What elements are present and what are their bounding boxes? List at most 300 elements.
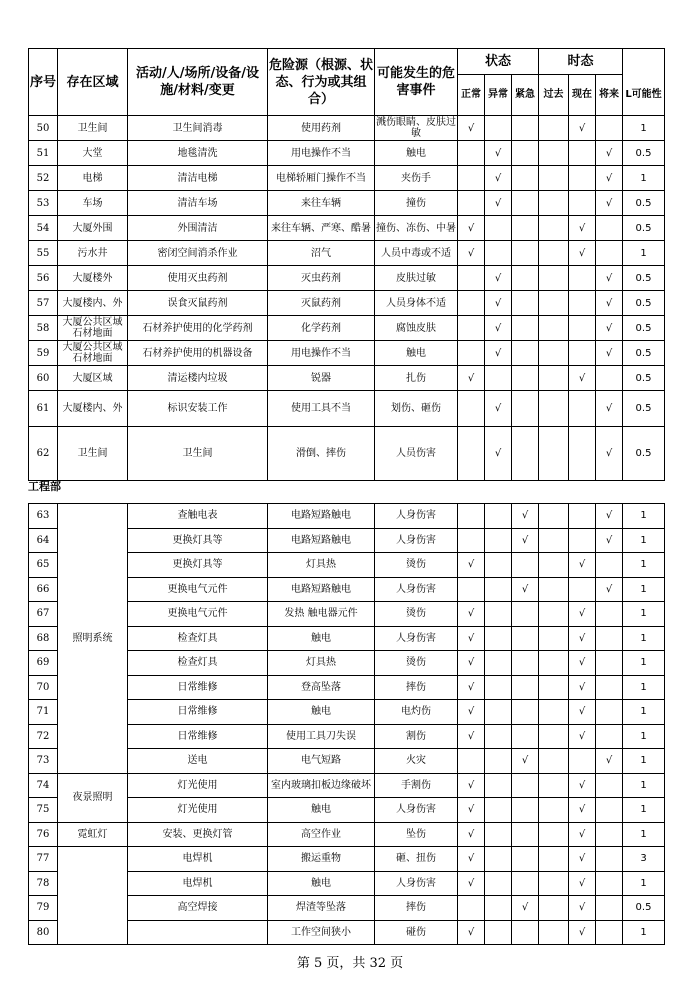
section-title-engineering: 工程部 — [28, 480, 61, 493]
row-activity: 灯光使用 — [128, 773, 268, 798]
state-mark-cell — [485, 847, 512, 872]
tense-mark-cell — [539, 316, 569, 341]
row-event: 人身伤害 — [375, 504, 458, 529]
row-hazard: 滑倒、摔伤 — [268, 427, 375, 481]
state-mark-cell: √ — [485, 291, 512, 316]
state-mark-cell — [485, 504, 512, 529]
likelihood-cell: 1 — [623, 626, 665, 651]
state-mark-cell — [458, 316, 485, 341]
row-no: 75 — [29, 798, 58, 823]
row-hazard: 灯具热 — [268, 553, 375, 578]
row-activity: 清运楼内垃圾 — [128, 366, 268, 391]
row-activity: 安装、更换灯管 — [128, 822, 268, 847]
row-event: 碰伤 — [375, 920, 458, 945]
state-mark-cell: √ — [458, 553, 485, 578]
row-event: 溅伤眼睛、皮肤过敏 — [376, 117, 456, 139]
tense-mark-cell — [539, 341, 569, 366]
state-mark-cell — [485, 626, 512, 651]
state-mark-cell: √ — [458, 602, 485, 627]
row-event: 手割伤 — [375, 773, 458, 798]
row-no: 54 — [29, 216, 58, 241]
state-mark-cell — [485, 700, 512, 725]
tense-mark-cell: √ — [596, 141, 623, 166]
likelihood-cell: 1 — [623, 871, 665, 896]
table-row — [29, 316, 665, 341]
state-mark-cell — [458, 896, 485, 921]
state-mark-cell — [485, 528, 512, 553]
likelihood-cell: 1 — [623, 675, 665, 700]
row-hazard: 用电操作不当 — [268, 141, 375, 166]
state-mark-cell — [512, 626, 539, 651]
row-area: 车场 — [58, 191, 128, 216]
tense-mark-cell: √ — [569, 724, 596, 749]
row-hazard: 用电操作不当 — [268, 341, 375, 366]
row-no: 51 — [29, 141, 58, 166]
state-mark-cell — [512, 291, 539, 316]
tense-mark-cell — [539, 626, 569, 651]
state-mark-cell: √ — [485, 141, 512, 166]
row-event: 人身伤害 — [375, 798, 458, 823]
table-row — [29, 116, 665, 141]
header-past: 过去 — [539, 75, 569, 116]
tense-mark-cell — [539, 675, 569, 700]
state-mark-cell — [485, 798, 512, 823]
state-mark-cell — [512, 871, 539, 896]
tense-mark-cell — [569, 427, 596, 481]
tense-mark-cell: √ — [569, 651, 596, 676]
row-hazard: 工作空间狭小 — [268, 920, 375, 945]
row-activity: 检查灯具 — [128, 651, 268, 676]
tense-mark-cell — [539, 577, 569, 602]
likelihood-cell: 0.5 — [623, 366, 665, 391]
tense-mark-cell: √ — [596, 291, 623, 316]
likelihood-cell: 0.5 — [623, 141, 665, 166]
tense-mark-cell: √ — [596, 391, 623, 427]
row-activity: 送电 — [128, 749, 268, 774]
row-no: 62 — [29, 427, 58, 481]
row-event: 扎伤 — [375, 366, 458, 391]
likelihood-cell: 0.5 — [623, 341, 665, 366]
tense-mark-cell — [596, 822, 623, 847]
state-mark-cell: √ — [512, 749, 539, 774]
tense-mark-cell — [596, 724, 623, 749]
row-activity: 日常维修 — [128, 724, 268, 749]
row-no: 74 — [29, 773, 58, 798]
state-mark-cell — [458, 427, 485, 481]
page-footer: 第 5 页，共 32 页 — [296, 956, 404, 971]
table-row — [29, 241, 665, 266]
tense-mark-cell: √ — [596, 191, 623, 216]
tense-mark-cell — [539, 553, 569, 578]
state-mark-cell — [512, 341, 539, 366]
row-activity: 地毯清洗 — [128, 141, 268, 166]
row-hazard: 来往车辆、严寒、酷暑 — [268, 216, 375, 241]
tense-mark-cell — [596, 896, 623, 921]
row-activity: 石材养护使用的化学药剂 — [128, 316, 268, 341]
header-abnormal: 异常 — [485, 75, 512, 116]
row-no: 52 — [29, 166, 58, 191]
row-area: 大厦公共区域石材地面 — [58, 341, 128, 366]
state-mark-cell: √ — [458, 116, 485, 141]
tense-mark-cell — [596, 798, 623, 823]
row-hazard: 使用工具不当 — [268, 391, 375, 427]
row-activity: 更换灯具等 — [128, 553, 268, 578]
state-mark-cell — [485, 553, 512, 578]
tense-mark-cell: √ — [569, 773, 596, 798]
tense-mark-cell — [539, 798, 569, 823]
tense-mark-cell: √ — [569, 241, 596, 266]
header-state: 状态 — [458, 49, 539, 75]
row-no: 69 — [29, 651, 58, 676]
state-mark-cell — [512, 116, 539, 141]
state-mark-cell — [458, 749, 485, 774]
row-event: 砸、扭伤 — [375, 847, 458, 872]
tense-mark-cell: √ — [569, 847, 596, 872]
tense-mark-cell: √ — [569, 602, 596, 627]
table-row — [29, 216, 665, 241]
tense-mark-cell — [539, 700, 569, 725]
tense-mark-cell — [596, 602, 623, 627]
likelihood-cell: 1 — [623, 920, 665, 945]
likelihood-cell: 0.5 — [623, 291, 665, 316]
row-event: 撞伤 — [375, 191, 458, 216]
likelihood-cell: 1 — [623, 241, 665, 266]
tense-mark-cell — [539, 116, 569, 141]
likelihood-cell: 1 — [623, 822, 665, 847]
likelihood-cell: 1 — [623, 528, 665, 553]
likelihood-cell: 1 — [623, 166, 665, 191]
row-hazard: 来往车辆 — [268, 191, 375, 216]
tense-mark-cell — [569, 166, 596, 191]
tense-mark-cell — [569, 341, 596, 366]
row-hazard: 焊渣等坠落 — [268, 896, 375, 921]
tense-mark-cell — [539, 427, 569, 481]
state-mark-cell — [512, 141, 539, 166]
tense-mark-cell — [596, 847, 623, 872]
row-hazard: 高空作业 — [268, 822, 375, 847]
row-event: 腐蚀皮肤 — [375, 316, 458, 341]
row-activity: 清洁车场 — [128, 191, 268, 216]
row-activity: 卫生间消毒 — [128, 116, 268, 141]
state-mark-cell — [512, 602, 539, 627]
state-mark-cell — [485, 871, 512, 896]
row-event: 撞伤、冻伤、中暑 — [375, 216, 458, 241]
row-area: 卫生间 — [58, 427, 128, 481]
state-mark-cell: √ — [458, 651, 485, 676]
table-row — [29, 266, 665, 291]
state-mark-cell: √ — [458, 920, 485, 945]
header-emergency: 紧急 — [512, 75, 539, 116]
state-mark-cell — [458, 528, 485, 553]
row-no: 53 — [29, 191, 58, 216]
state-mark-cell: √ — [485, 266, 512, 291]
row-hazard: 电路短路触电 — [268, 504, 375, 529]
state-mark-cell — [512, 651, 539, 676]
row-event: 触电 — [375, 141, 458, 166]
state-mark-cell — [485, 116, 512, 141]
tense-mark-cell — [539, 602, 569, 627]
tense-mark-cell — [569, 749, 596, 774]
tense-mark-cell — [539, 391, 569, 427]
state-mark-cell — [512, 675, 539, 700]
row-no: 65 — [29, 553, 58, 578]
row-activity: 标识安装工作 — [128, 391, 268, 427]
tense-mark-cell — [596, 216, 623, 241]
row-activity: 查触电表 — [128, 504, 268, 529]
row-event: 人身伤害 — [375, 528, 458, 553]
likelihood-cell: 1 — [623, 724, 665, 749]
row-area: 电梯 — [58, 166, 128, 191]
tense-mark-cell: √ — [569, 675, 596, 700]
state-mark-cell — [485, 602, 512, 627]
row-activity: 日常维修 — [128, 675, 268, 700]
row-area: 污水井 — [58, 241, 128, 266]
likelihood-cell: 1 — [623, 553, 665, 578]
row-hazard: 电路短路触电 — [268, 528, 375, 553]
state-mark-cell: √ — [485, 191, 512, 216]
row-area-group: 霓虹灯 — [58, 822, 128, 847]
row-event: 坠伤 — [375, 822, 458, 847]
row-no: 61 — [29, 391, 58, 427]
state-mark-cell — [458, 391, 485, 427]
header-no: 序号 — [29, 49, 58, 116]
state-mark-cell: √ — [458, 773, 485, 798]
tense-mark-cell: √ — [569, 871, 596, 896]
state-mark-cell — [512, 847, 539, 872]
likelihood-cell: 1 — [623, 773, 665, 798]
tense-mark-cell — [539, 749, 569, 774]
tense-mark-cell: √ — [596, 749, 623, 774]
tense-mark-cell — [596, 675, 623, 700]
tense-mark-cell — [539, 896, 569, 921]
row-area-group — [58, 847, 128, 945]
tense-mark-cell: √ — [569, 366, 596, 391]
row-no: 63 — [29, 504, 58, 529]
header-likelihood: L可能性 — [623, 75, 665, 116]
row-hazard: 触电 — [268, 871, 375, 896]
row-event: 割伤 — [375, 724, 458, 749]
state-mark-cell: √ — [458, 626, 485, 651]
row-no: 50 — [29, 116, 58, 141]
row-area: 大厦楼外 — [58, 266, 128, 291]
row-no: 78 — [29, 871, 58, 896]
likelihood-cell: 1 — [623, 798, 665, 823]
tense-mark-cell — [539, 651, 569, 676]
tense-mark-cell — [539, 141, 569, 166]
state-mark-cell — [512, 166, 539, 191]
tense-mark-cell — [539, 724, 569, 749]
row-event: 夹伤手 — [375, 166, 458, 191]
table-row — [29, 504, 665, 529]
table-row — [29, 773, 665, 798]
header-area: 存在区域 — [58, 49, 128, 116]
tense-mark-cell — [596, 651, 623, 676]
row-event: 人身伤害 — [375, 577, 458, 602]
state-mark-cell — [512, 366, 539, 391]
row-hazard: 沼气 — [268, 241, 375, 266]
likelihood-cell: 0.5 — [623, 191, 665, 216]
table-row — [29, 366, 665, 391]
row-event: 烫伤 — [375, 651, 458, 676]
state-mark-cell — [485, 366, 512, 391]
row-event: 烫伤 — [375, 553, 458, 578]
row-event: 摔伤 — [375, 675, 458, 700]
tense-mark-cell — [596, 241, 623, 266]
likelihood-cell: 3 — [623, 847, 665, 872]
likelihood-cell: 1 — [623, 504, 665, 529]
state-mark-cell: √ — [485, 166, 512, 191]
row-hazard: 搬运重物 — [268, 847, 375, 872]
likelihood-cell: 0.5 — [623, 266, 665, 291]
row-no: 60 — [29, 366, 58, 391]
row-hazard: 室内玻璃扣板边缘破坏 — [268, 773, 375, 798]
tense-mark-cell — [539, 166, 569, 191]
tense-mark-cell: √ — [596, 341, 623, 366]
state-mark-cell: √ — [485, 391, 512, 427]
row-activity: 卫生间 — [128, 427, 268, 481]
row-hazard: 触电 — [268, 798, 375, 823]
state-mark-cell — [458, 504, 485, 529]
tense-mark-cell — [596, 773, 623, 798]
state-mark-cell — [485, 920, 512, 945]
row-area: 大厦楼内、外 — [58, 391, 128, 427]
row-event: 电灼伤 — [375, 700, 458, 725]
state-mark-cell: √ — [458, 366, 485, 391]
row-hazard: 发热 触电器元件 — [268, 602, 375, 627]
state-mark-cell — [485, 773, 512, 798]
tense-mark-cell — [539, 291, 569, 316]
tense-mark-cell: √ — [596, 577, 623, 602]
row-hazard: 灭鼠药剂 — [268, 291, 375, 316]
row-hazard: 灭虫药剂 — [268, 266, 375, 291]
row-event: 触电 — [375, 341, 458, 366]
row-hazard: 登高坠落 — [268, 675, 375, 700]
row-event: 人身伤害 — [375, 626, 458, 651]
tense-mark-cell — [596, 920, 623, 945]
tense-mark-cell — [539, 773, 569, 798]
row-no: 57 — [29, 291, 58, 316]
row-no: 73 — [29, 749, 58, 774]
header-activity: 活动/人/场所/设备/设施/材料/变更 — [128, 49, 268, 116]
header-present: 现在 — [569, 75, 596, 116]
row-hazard: 化学药剂 — [268, 316, 375, 341]
tense-mark-cell — [539, 920, 569, 945]
state-mark-cell — [485, 241, 512, 266]
state-mark-cell — [458, 266, 485, 291]
state-mark-cell — [512, 216, 539, 241]
row-no: 80 — [29, 920, 58, 945]
row-event: 烫伤 — [375, 602, 458, 627]
table-row — [29, 191, 665, 216]
state-mark-cell: √ — [458, 871, 485, 896]
state-mark-cell — [512, 773, 539, 798]
table-row — [29, 391, 665, 427]
tense-mark-cell: √ — [596, 316, 623, 341]
tense-mark-cell — [569, 141, 596, 166]
state-mark-cell: √ — [458, 822, 485, 847]
row-activity: 密闭空间消杀作业 — [128, 241, 268, 266]
tense-mark-cell — [569, 577, 596, 602]
state-mark-cell: √ — [485, 427, 512, 481]
tense-mark-cell: √ — [596, 427, 623, 481]
row-activity: 更换灯具等 — [128, 528, 268, 553]
state-mark-cell — [485, 577, 512, 602]
table-row — [29, 822, 665, 847]
state-mark-cell — [458, 577, 485, 602]
row-no: 76 — [29, 822, 58, 847]
row-no: 56 — [29, 266, 58, 291]
state-mark-cell — [512, 798, 539, 823]
tense-mark-cell — [596, 626, 623, 651]
row-no: 55 — [29, 241, 58, 266]
tense-mark-cell — [539, 871, 569, 896]
row-event: 划伤、砸伤 — [375, 391, 458, 427]
state-mark-cell — [485, 749, 512, 774]
tense-mark-cell — [596, 871, 623, 896]
row-event: 人身伤害 — [375, 871, 458, 896]
row-activity — [128, 920, 268, 945]
tense-mark-cell — [569, 316, 596, 341]
row-area: 大厦公共区域石材地面 — [58, 316, 128, 341]
row-activity: 高空焊接 — [128, 896, 268, 921]
likelihood-cell: 1 — [623, 602, 665, 627]
state-mark-cell — [512, 724, 539, 749]
state-mark-cell — [458, 341, 485, 366]
tense-mark-cell — [596, 700, 623, 725]
tense-mark-cell: √ — [569, 216, 596, 241]
state-mark-cell — [512, 553, 539, 578]
likelihood-cell: 0.5 — [623, 896, 665, 921]
state-mark-cell: √ — [458, 700, 485, 725]
table-row — [29, 141, 665, 166]
table-row — [29, 341, 665, 366]
tense-mark-cell — [569, 291, 596, 316]
state-mark-cell — [512, 700, 539, 725]
row-no: 71 — [29, 700, 58, 725]
state-mark-cell: √ — [458, 798, 485, 823]
hazard-table-cleaning — [28, 48, 665, 481]
tense-mark-cell: √ — [569, 626, 596, 651]
state-mark-cell — [512, 191, 539, 216]
state-mark-cell — [458, 191, 485, 216]
tense-mark-cell — [596, 366, 623, 391]
tense-mark-cell — [539, 216, 569, 241]
header-normal: 正常 — [458, 75, 485, 116]
table-row — [29, 847, 665, 872]
state-mark-cell: √ — [458, 675, 485, 700]
header-hazard: 危险源（根源、状态、行为或其组合） — [268, 49, 375, 116]
row-no: 67 — [29, 602, 58, 627]
likelihood-cell: 0.5 — [623, 316, 665, 341]
state-mark-cell — [485, 216, 512, 241]
tense-mark-cell — [539, 366, 569, 391]
tense-mark-cell: √ — [596, 266, 623, 291]
state-mark-cell — [512, 391, 539, 427]
row-event: 人员伤害 — [375, 427, 458, 481]
row-area: 大厦区域 — [58, 366, 128, 391]
state-mark-cell — [485, 651, 512, 676]
tense-mark-cell — [539, 191, 569, 216]
tense-mark-cell — [569, 391, 596, 427]
row-no: 58 — [29, 316, 58, 341]
state-mark-cell — [512, 920, 539, 945]
tense-mark-cell: √ — [596, 528, 623, 553]
header-event: 可能发生的危害事件 — [375, 49, 458, 116]
row-area: 大厦外围 — [58, 216, 128, 241]
likelihood-cell: 1 — [623, 116, 665, 141]
tense-mark-cell — [539, 847, 569, 872]
tense-mark-cell — [596, 553, 623, 578]
